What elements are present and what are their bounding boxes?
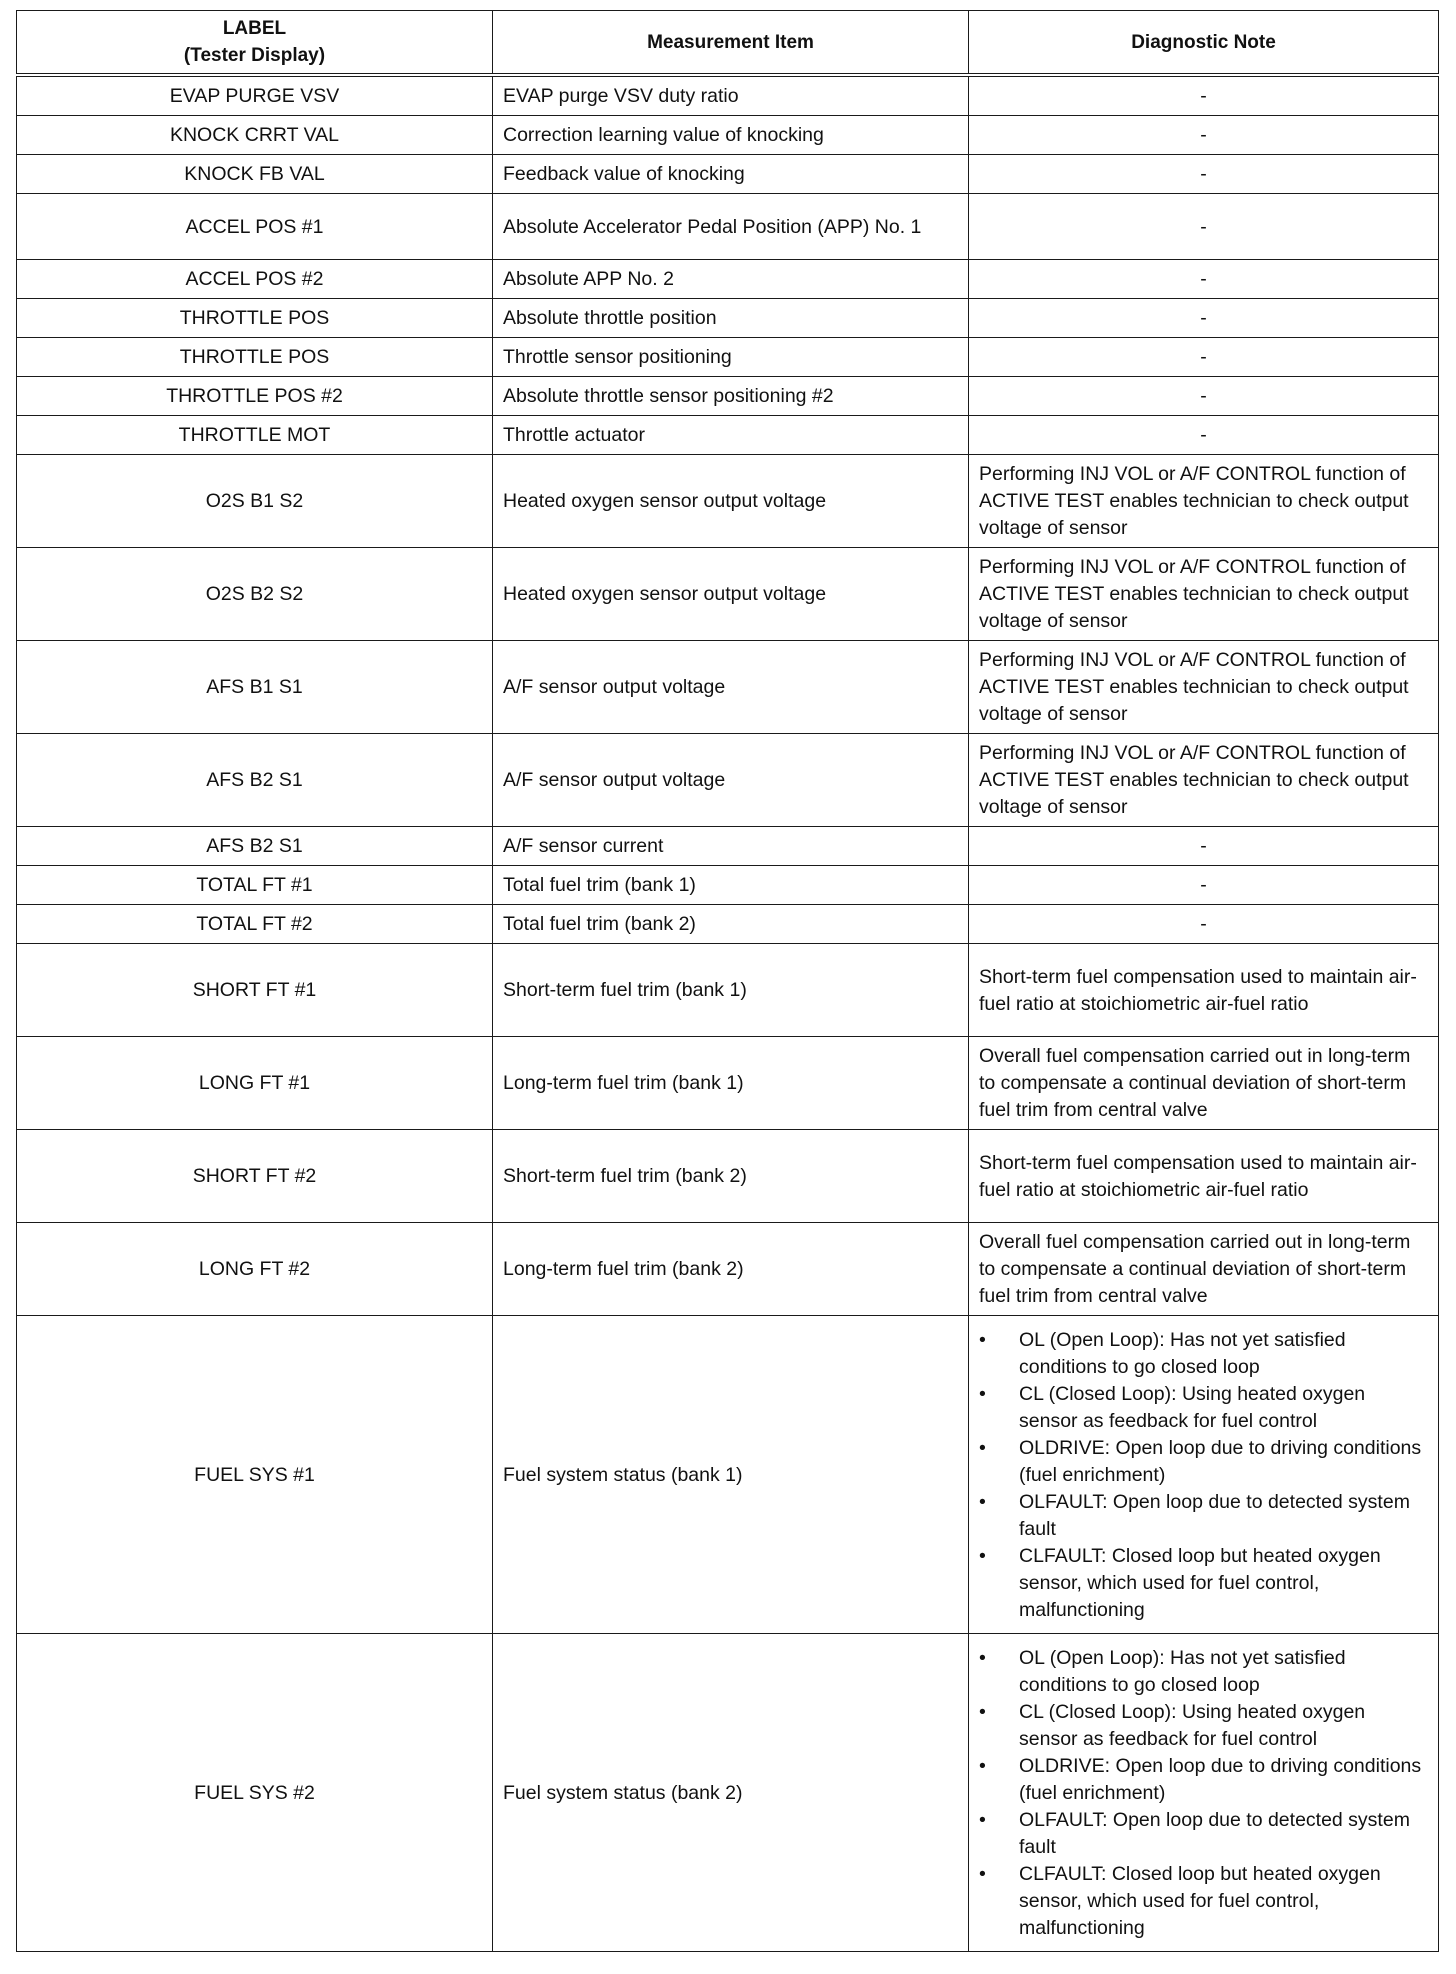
measurement-cell: EVAP purge VSV duty ratio xyxy=(493,75,969,116)
note-cell: - xyxy=(969,155,1439,194)
measurement-cell: Long-term fuel trim (bank 1) xyxy=(493,1037,969,1130)
table-row xyxy=(17,734,1439,827)
measurement-cell: Absolute throttle position xyxy=(493,299,969,338)
table-row xyxy=(17,866,1439,905)
list-item-text: OL (Open Loop): Has not yet satisfied conditions to go closed loop xyxy=(1019,1646,1346,1696)
list-item xyxy=(979,1807,1428,1861)
table-row xyxy=(17,905,1439,944)
table-row xyxy=(17,1037,1439,1130)
label-header-line1: LABEL xyxy=(222,18,287,39)
note-column-header: Diagnostic Note xyxy=(969,11,1439,76)
table-row xyxy=(17,548,1439,641)
measurement-column-header: Measurement Item xyxy=(493,11,969,76)
note-cell: Performing INJ VOL or A/F CONTROL function of ACTIVE TEST enables technician to check output voltage of sensor xyxy=(969,734,1439,827)
note-cell: - xyxy=(969,75,1439,116)
note-cell xyxy=(969,1316,1439,1634)
table-row xyxy=(17,455,1439,548)
header-row xyxy=(17,11,1439,76)
bullet-icon: • xyxy=(979,1808,986,1831)
table-header xyxy=(17,11,1439,76)
table-row xyxy=(17,416,1439,455)
fuel-status-list xyxy=(979,1645,1428,1942)
list-item xyxy=(979,1645,1428,1699)
measurement-cell: A/F sensor current xyxy=(493,827,969,866)
list-item-text: CL (Closed Loop): Using heated oxygen sensor as feedback for fuel control xyxy=(1019,1700,1366,1750)
label-cell: AFS B1 S1 xyxy=(17,641,493,734)
list-item xyxy=(979,1699,1428,1753)
label-cell: SHORT FT #2 xyxy=(17,1130,493,1223)
label-column-header xyxy=(17,11,493,76)
note-cell xyxy=(969,1634,1439,1952)
note-cell: - xyxy=(969,299,1439,338)
label-cell: TOTAL FT #1 xyxy=(17,866,493,905)
note-cell: - xyxy=(969,116,1439,155)
note-cell: Performing INJ VOL or A/F CONTROL function of ACTIVE TEST enables technician to check output voltage of sensor xyxy=(969,548,1439,641)
bullet-icon: • xyxy=(979,1862,986,1885)
data-list-table xyxy=(16,10,1439,1952)
label-cell: THROTTLE MOT xyxy=(17,416,493,455)
list-item-text: OLDRIVE: Open loop due to driving conditions (fuel enrichment) xyxy=(1019,1436,1422,1486)
note-cell: Performing INJ VOL or A/F CONTROL function of ACTIVE TEST enables technician to check output voltage of sensor xyxy=(969,641,1439,734)
note-cell: Overall fuel compensation carried out in long-term to compensate a continual deviation of short-term fuel trim from central valve xyxy=(969,1223,1439,1316)
measurement-cell: Total fuel trim (bank 2) xyxy=(493,905,969,944)
note-cell: - xyxy=(969,416,1439,455)
note-cell: - xyxy=(969,338,1439,377)
table-row xyxy=(17,944,1439,1037)
label-cell: FUEL SYS #2 xyxy=(17,1634,493,1952)
note-cell: Performing INJ VOL or A/F CONTROL function of ACTIVE TEST enables technician to check output voltage of sensor xyxy=(969,455,1439,548)
label-cell: THROTTLE POS xyxy=(17,299,493,338)
table-row xyxy=(17,155,1439,194)
data-list-page xyxy=(16,10,1436,1952)
table-row xyxy=(17,641,1439,734)
note-cell: - xyxy=(969,905,1439,944)
bullet-icon: • xyxy=(979,1490,986,1513)
label-cell: LONG FT #1 xyxy=(17,1037,493,1130)
measurement-cell: Throttle actuator xyxy=(493,416,969,455)
bullet-icon: • xyxy=(979,1646,986,1669)
table-row xyxy=(17,377,1439,416)
table-row xyxy=(17,338,1439,377)
label-header-line2: (Tester Display) xyxy=(183,45,326,66)
measurement-cell: Fuel system status (bank 2) xyxy=(493,1634,969,1952)
label-cell: ACCEL POS #1 xyxy=(17,194,493,260)
table-body xyxy=(17,75,1439,1952)
table-row xyxy=(17,827,1439,866)
measurement-cell: Heated oxygen sensor output voltage xyxy=(493,548,969,641)
note-cell: - xyxy=(969,377,1439,416)
list-item-text: OLFAULT: Open loop due to detected system fault xyxy=(1019,1808,1410,1858)
label-cell: LONG FT #2 xyxy=(17,1223,493,1316)
table-row xyxy=(17,75,1439,116)
bullet-icon: • xyxy=(979,1754,986,1777)
label-cell: O2S B1 S2 xyxy=(17,455,493,548)
label-cell: SHORT FT #1 xyxy=(17,944,493,1037)
table-row xyxy=(17,194,1439,260)
list-item-text: CLFAULT: Closed loop but heated oxygen sensor, which used for fuel control, malfunctioning xyxy=(1019,1862,1381,1939)
measurement-cell: Long-term fuel trim (bank 2) xyxy=(493,1223,969,1316)
measurement-cell: Feedback value of knocking xyxy=(493,155,969,194)
measurement-cell: Absolute throttle sensor positioning #2 xyxy=(493,377,969,416)
table-row xyxy=(17,299,1439,338)
label-cell: THROTTLE POS #2 xyxy=(17,377,493,416)
measurement-cell: A/F sensor output voltage xyxy=(493,641,969,734)
label-cell: TOTAL FT #2 xyxy=(17,905,493,944)
list-item xyxy=(979,1381,1428,1435)
measurement-cell: A/F sensor output voltage xyxy=(493,734,969,827)
label-cell: THROTTLE POS xyxy=(17,338,493,377)
label-cell: AFS B2 S1 xyxy=(17,827,493,866)
list-item xyxy=(979,1543,1428,1624)
table-row xyxy=(17,1316,1439,1634)
label-cell: KNOCK FB VAL xyxy=(17,155,493,194)
label-cell: KNOCK CRRT VAL xyxy=(17,116,493,155)
table-row xyxy=(17,1130,1439,1223)
list-item xyxy=(979,1861,1428,1942)
label-cell: AFS B2 S1 xyxy=(17,734,493,827)
list-item xyxy=(979,1435,1428,1489)
table-row xyxy=(17,116,1439,155)
measurement-cell: Absolute APP No. 2 xyxy=(493,260,969,299)
note-cell: Overall fuel compensation carried out in long-term to compensate a continual deviation of short-term fuel trim from central valve xyxy=(969,1037,1439,1130)
bullet-icon: • xyxy=(979,1382,986,1405)
list-item-text: CL (Closed Loop): Using heated oxygen sensor as feedback for fuel control xyxy=(1019,1382,1366,1432)
note-cell: - xyxy=(969,194,1439,260)
bullet-icon: • xyxy=(979,1436,986,1459)
table-row xyxy=(17,1634,1439,1952)
measurement-cell: Short-term fuel trim (bank 1) xyxy=(493,944,969,1037)
measurement-cell: Absolute Accelerator Pedal Position (APP) No. 1 xyxy=(493,194,969,260)
measurement-cell: Total fuel trim (bank 1) xyxy=(493,866,969,905)
table-row xyxy=(17,260,1439,299)
note-cell: - xyxy=(969,260,1439,299)
note-cell: Short-term fuel compensation used to maintain air-fuel ratio at stoichiometric air-fuel ratio xyxy=(969,944,1439,1037)
list-item-text: OLFAULT: Open loop due to detected system fault xyxy=(1019,1490,1410,1540)
note-cell: - xyxy=(969,866,1439,905)
list-item xyxy=(979,1327,1428,1381)
table-row xyxy=(17,1223,1439,1316)
list-item-text: OLDRIVE: Open loop due to driving conditions (fuel enrichment) xyxy=(1019,1754,1422,1804)
measurement-cell: Correction learning value of knocking xyxy=(493,116,969,155)
measurement-cell: Fuel system status (bank 1) xyxy=(493,1316,969,1634)
list-item-text: CLFAULT: Closed loop but heated oxygen sensor, which used for fuel control, malfunctioning xyxy=(1019,1544,1381,1621)
list-item-text: OL (Open Loop): Has not yet satisfied conditions to go closed loop xyxy=(1019,1328,1346,1378)
label-cell: FUEL SYS #1 xyxy=(17,1316,493,1634)
bullet-icon: • xyxy=(979,1328,986,1351)
measurement-cell: Throttle sensor positioning xyxy=(493,338,969,377)
fuel-status-list xyxy=(979,1327,1428,1624)
label-cell: O2S B2 S2 xyxy=(17,548,493,641)
measurement-cell: Heated oxygen sensor output voltage xyxy=(493,455,969,548)
bullet-icon: • xyxy=(979,1700,986,1723)
note-cell: - xyxy=(969,827,1439,866)
list-item xyxy=(979,1753,1428,1807)
measurement-cell: Short-term fuel trim (bank 2) xyxy=(493,1130,969,1223)
list-item xyxy=(979,1489,1428,1543)
label-cell: ACCEL POS #2 xyxy=(17,260,493,299)
note-cell: Short-term fuel compensation used to maintain air-fuel ratio at stoichiometric air-fuel ratio xyxy=(969,1130,1439,1223)
label-cell: EVAP PURGE VSV xyxy=(17,75,493,116)
bullet-icon: • xyxy=(979,1544,986,1567)
